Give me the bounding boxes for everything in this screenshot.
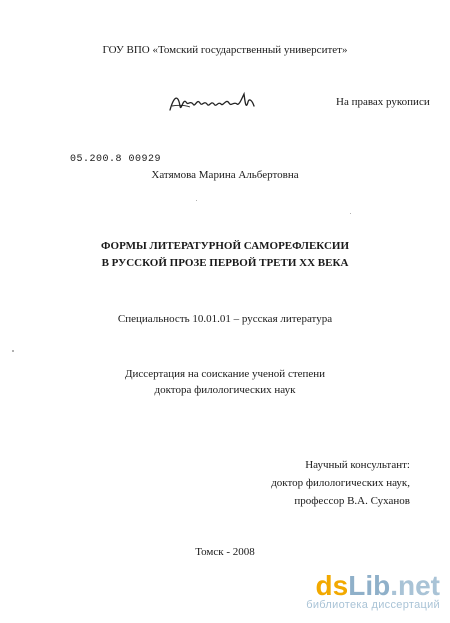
signature-image	[168, 88, 260, 118]
rights-notice: На правах рукописи	[336, 96, 430, 108]
advisor-degree: доктор филологических наук,	[271, 477, 410, 489]
advisor-label: Научный консультант:	[305, 459, 410, 471]
watermark-subtitle: библиотека диссертаций	[306, 599, 440, 611]
degree-line-2: доктора филологических наук	[154, 384, 296, 396]
watermark-brand: dsLib.net	[315, 570, 440, 601]
advisor-block	[271, 456, 410, 510]
scan-speck	[12, 350, 14, 352]
catalog-number: 05.200.8 00929	[70, 154, 162, 165]
dslib-watermark	[306, 571, 440, 611]
degree-line-1: Диссертация на соискание ученой степени	[124, 368, 326, 380]
advisor-name: профессор В.А. Суханов	[294, 495, 410, 507]
author-name: Хатямова Марина Альбертовна	[151, 169, 299, 181]
place-year: Томск - 2008	[195, 546, 255, 558]
scan-speck	[196, 200, 197, 201]
institution-header: ГОУ ВПО «Томский государственный университет»	[102, 44, 348, 56]
title-line-2: В РУССКОЙ ПРОЗЕ ПЕРВОЙ ТРЕТИ ХХ ВЕКА	[101, 257, 349, 269]
scan-speck	[350, 213, 351, 214]
specialty: Специальность 10.01.01 – русская литература	[117, 313, 333, 325]
title-line-1: ФОРМЫ ЛИТЕРАТУРНОЙ САМОРЕФЛЕКСИИ	[100, 240, 350, 252]
